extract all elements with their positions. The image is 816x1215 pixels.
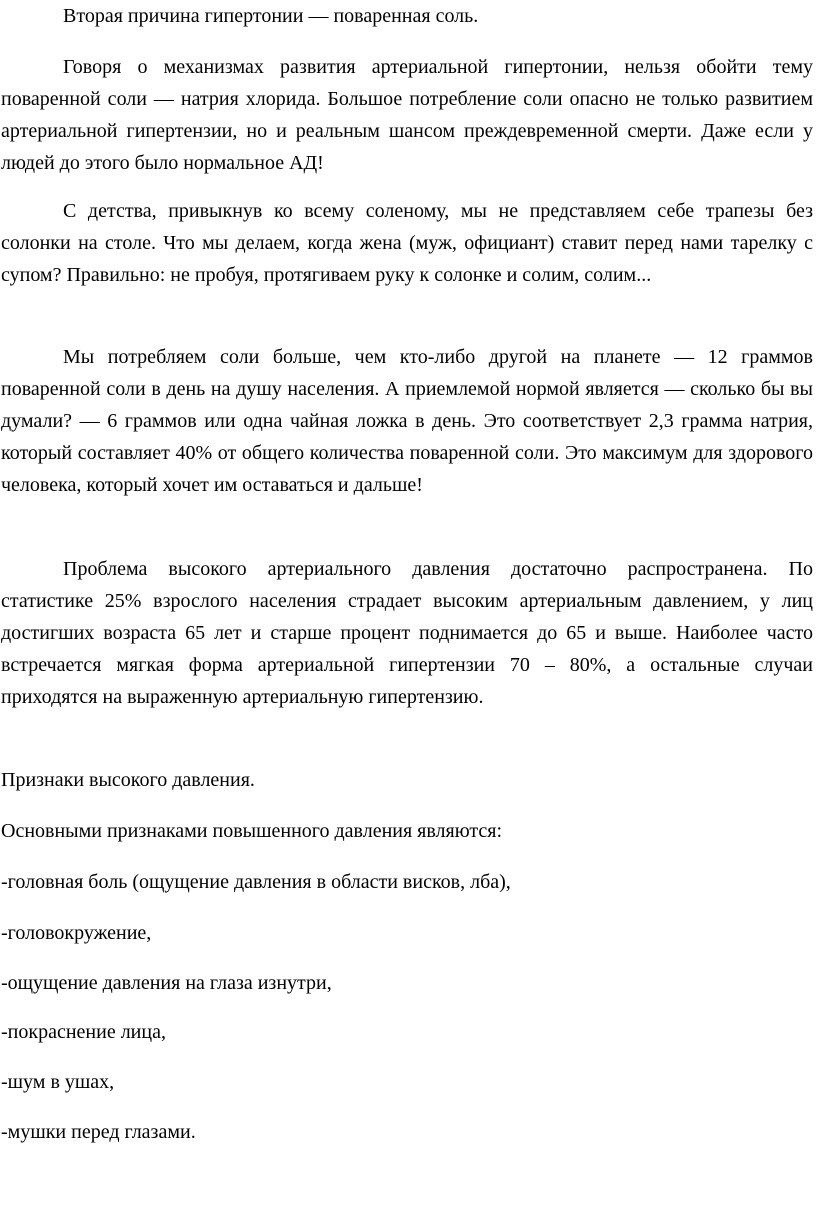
paragraph-statistics: Проблема высокого артериального давления достаточно распространена. По статистике 25% взрослого населения страдает высоким артериальным давлением, у лиц достигших возраста 65 лет и старше процент поднимается до 65 и выше. Наиболее часто встречается мягкая форма артериальной гипертензии 70 – 80%, а остальные случаи приходятся на выраженную артериальную гипертензию. xyxy=(1,558,813,708)
list-intro: Основными признаками повышенного давления являются: xyxy=(1,820,503,842)
list-item: -шум в ушах, xyxy=(1,1071,115,1093)
paragraph-childhood-habit: С детства, привыкнув ко всему соленому, мы не представляем себе трапезы без солонки на столе. Что мы делаем, когда жена (муж, официант) ставит перед нами тарелку с супом? Правильно: не пробуя, протягиваем руку к солонке и солим, солим... xyxy=(1,200,813,286)
list-item: -ощущение давления на глаза изнутри, xyxy=(1,972,332,994)
list-item: -головокружение, xyxy=(1,922,152,944)
list-item: -покраснение лица, xyxy=(1,1021,166,1043)
section-heading: Признаки высокого давления. xyxy=(1,769,255,791)
paragraph-consumption-norm: Мы потребляем соли больше, чем кто-либо другой на планете — 12 граммов поваренной соли в день на душу населения. А приемлемой нормой является — сколько бы вы думали? — 6 граммов или одна чайная ложка в день. Это соответствует 2,3 грамма натрия, который составляет 40% от общего количества поваренной соли. Это максимум для здорового человека, который хочет им оставаться и дальше! xyxy=(1,346,813,496)
list-item: -головная боль (ощущение давления в области висков, лба), xyxy=(1,871,511,893)
paragraph-salt-mechanisms: Говоря о механизмах развития артериальной гипертонии, нельзя обойти тему поваренной соли — натрия хлорида. Большое потребление соли опасно не только развитием артериальной гипертензии, но и реальным шансом преждевременной смерти. Даже если у людей до этого было нормальное АД! xyxy=(1,56,813,174)
list-item: -мушки перед глазами. xyxy=(1,1121,196,1143)
paragraph-title: Вторая причина гипертонии — поваренная соль. xyxy=(63,5,479,27)
